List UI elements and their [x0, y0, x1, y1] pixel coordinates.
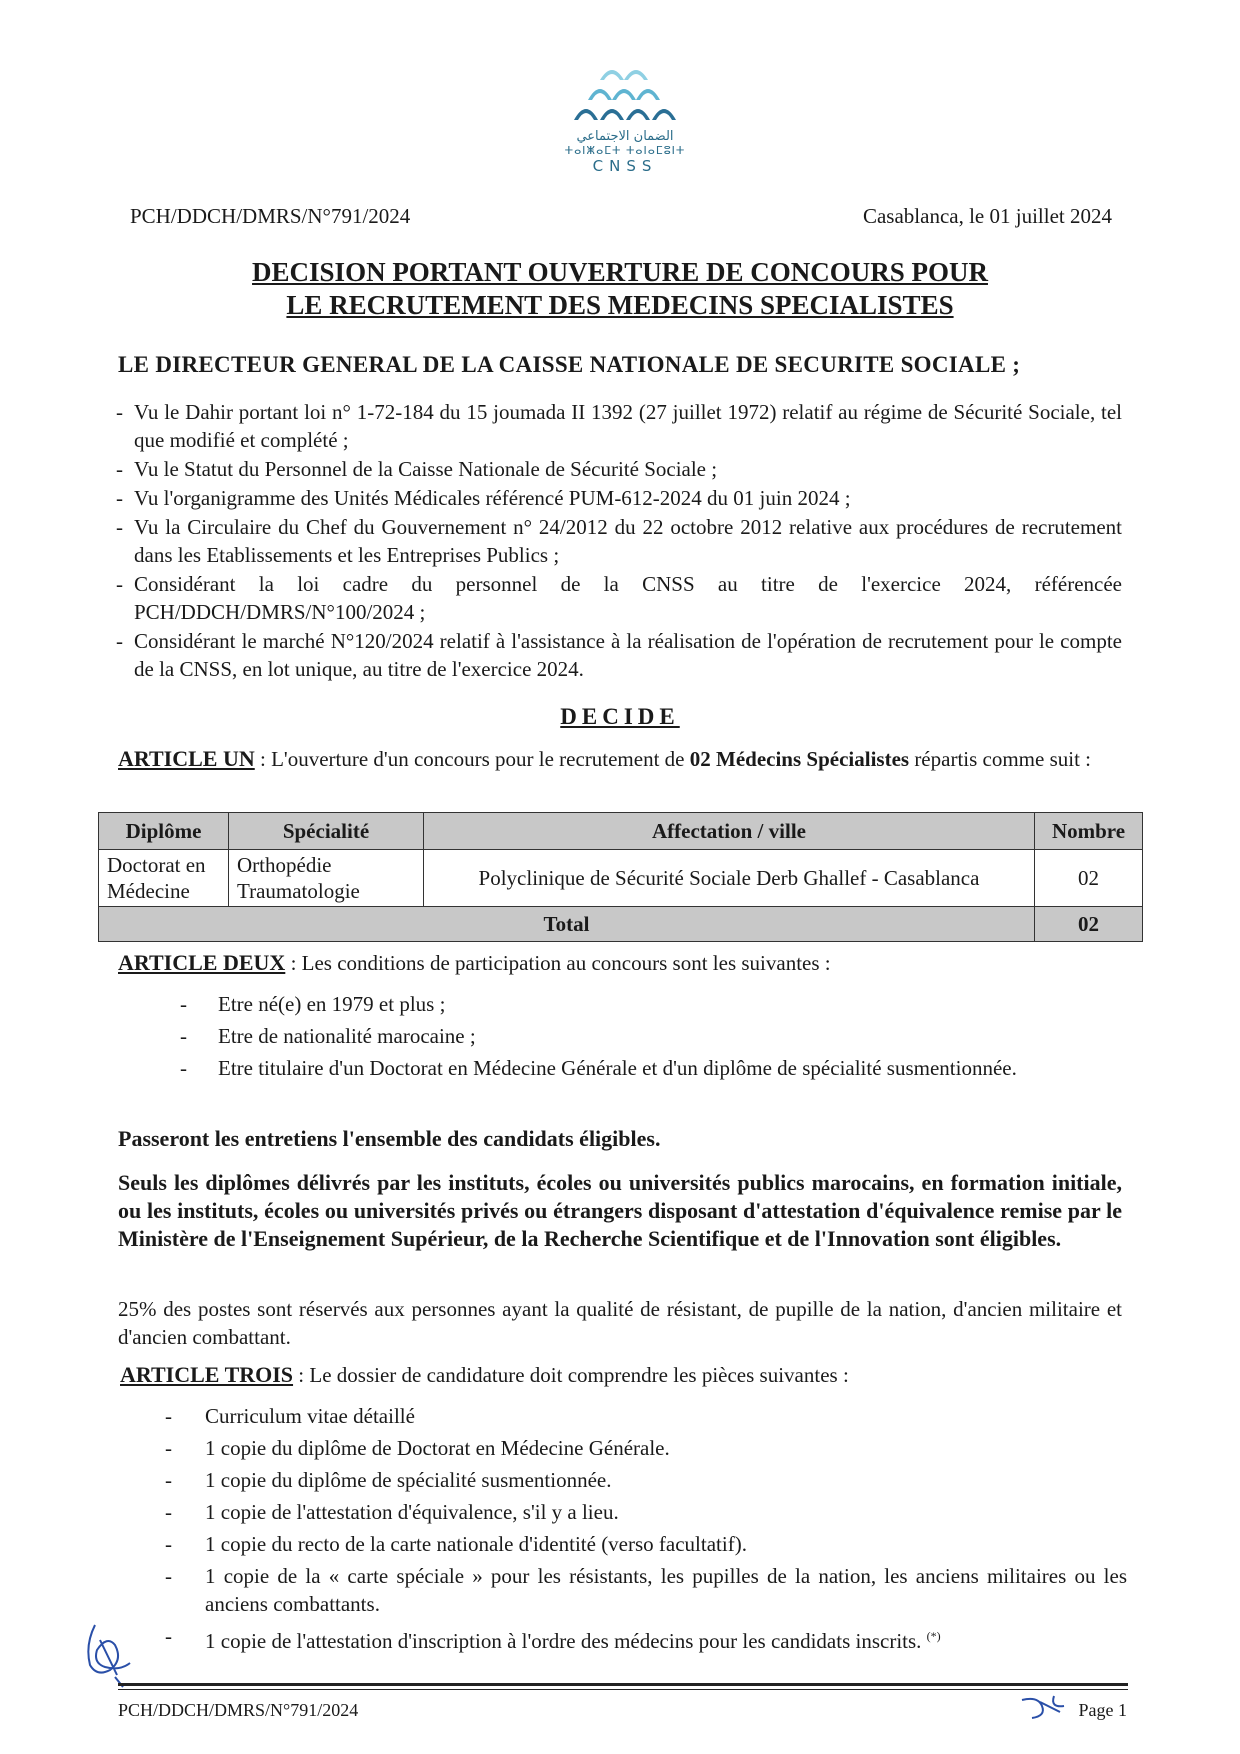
document-text: 1 copie de l'attestation d'inscription à l'ordre des médecins pour les candidats inscrits. — [205, 1629, 922, 1653]
document-text: 1 copie du recto de la carte nationale d'identité (verso facultatif). — [205, 1532, 747, 1556]
article-one-text-a: : L'ouverture d'un concours pour le recrutement de — [254, 747, 690, 771]
article-three-heading: ARTICLE TROIS — [120, 1362, 294, 1387]
quota-paragraph: 25% des postes sont réservés aux personnes ayant la qualité de résistant, de pupille de la nation, d'ancien militaire et d'ancien combattant. — [118, 1297, 1122, 1349]
logo-cnss-text: CNSS — [592, 157, 658, 175]
total-value: 02 — [1035, 907, 1143, 942]
table-total-row — [99, 907, 1143, 942]
consideration-item: - Vu l'organigramme des Unités Médicales référencé PUM-612-2024 du 01 juin 2024 ; — [116, 484, 1122, 512]
article-two — [118, 950, 831, 976]
document-text: 1 copie de l'attestation d'équivalence, s'il y a lieu. — [205, 1500, 619, 1524]
positions-table — [98, 812, 1143, 942]
article-three — [120, 1362, 849, 1388]
document-item: - 1 copie de l'attestation d'équivalence, s'il y a lieu. — [165, 1500, 619, 1524]
header-nombre: Nombre — [1035, 813, 1143, 850]
page-number: Page 1 — [1078, 1700, 1127, 1720]
cell-specialite: Orthopédie Traumatologie — [229, 850, 424, 907]
condition-item: - Etre titulaire d'un Doctorat en Médecine Générale et d'un diplôme de spécialité susmentionnée. — [180, 1056, 1017, 1080]
title-line-2: LE RECRUTEMENT DES MEDECINS SPECIALISTES — [286, 290, 954, 320]
condition-item: - Etre né(e) en 1979 et plus ; — [180, 992, 446, 1016]
document-item: - 1 copie de la « carte spéciale » pour les résistants, les pupilles de la nation, les anciens militaires ou les anciens combattants. — [165, 1564, 1127, 1616]
header-specialite: Spécialité — [229, 813, 424, 850]
footnote-mark: (*) — [926, 1629, 941, 1643]
initials-icon — [1020, 1692, 1075, 1722]
condition-text: Etre titulaire d'un Doctorat en Médecine Générale et d'un diplôme de spécialité susmentionnée. — [218, 1056, 1017, 1080]
footer-reference: PCH/DDCH/DMRS/N°791/2024 — [118, 1700, 359, 1720]
article-two-heading: ARTICLE DEUX — [118, 950, 286, 975]
cell-diplome: Doctorat en Médecine — [99, 850, 229, 907]
document-text: Curriculum vitae détaillé — [205, 1404, 415, 1428]
article-two-text: : Les conditions de participation au concours sont les suivantes : — [285, 951, 831, 975]
cnss-emblem-icon — [560, 58, 690, 128]
signature-icon — [75, 1615, 145, 1690]
condition-text: Etre de nationalité marocaine ; — [218, 1024, 476, 1048]
document-item: - 1 copie du diplôme de spécialité susmentionnée. — [165, 1468, 612, 1492]
cnss-logo — [555, 58, 695, 203]
consideration-item: - Considérant le marché N°120/2024 relatif à l'assistance à la réalisation de l'opération de recrutement pour le compte de la CNSS, en lot unique, au titre de l'exercice 2024. — [116, 627, 1122, 683]
total-label: Total — [99, 907, 1035, 942]
eligibility-paragraph: Seuls les diplômes délivrés par les instituts, écoles ou universités publics marocains, en formation initiale, ou les instituts, écoles ou universités privés ou étrangers disposant d'attestation d'équivalence remise par le Ministère de l'Enseignement Supérieur, de la Recherche Scientifique et de l'Innovation sont éligibles. — [118, 1170, 1122, 1251]
document-item: - 1 copie du diplôme de Doctorat en Médecine Générale. — [165, 1436, 670, 1460]
header-affectation: Affectation / ville — [424, 813, 1035, 850]
director-heading: LE DIRECTEUR GENERAL DE LA CAISSE NATIONALE DE SECURITE SOCIALE ; — [118, 352, 1021, 377]
consideration-item: - Vu le Dahir portant loi n° 1-72-184 du 15 joumada II 1392 (27 juillet 1972) relatif au régime de Sécurité Sociale, tel que modifié et complété ; — [116, 398, 1122, 454]
article-one-heading: ARTICLE UN — [118, 746, 255, 771]
consideration-item: - Vu le Statut du Personnel de la Caisse Nationale de Sécurité Sociale ; — [116, 455, 1122, 483]
document-title — [120, 256, 1120, 322]
title-line-1: DECISION PORTANT OUVERTURE DE CONCOURS POUR — [252, 257, 988, 287]
document-text: 1 copie du diplôme de spécialité susmentionnée. — [205, 1468, 612, 1492]
consideration-item: - Considérant la loi cadre du personnel de la CNSS au titre de l'exercice 2024, référencée PCH/DDCH/DMRS/N°100/2024 ; — [116, 570, 1122, 626]
condition-text: Etre né(e) en 1979 et plus ; — [218, 992, 446, 1016]
condition-item: - Etre de nationalité marocaine ; — [180, 1024, 476, 1048]
header-diplome: Diplôme — [99, 813, 229, 850]
footer-rule-thin — [118, 1689, 1128, 1690]
article-three-text: : Le dossier de candidature doit comprendre les pièces suivantes : — [293, 1363, 849, 1387]
document-text: 1 copie de la « carte spéciale » pour les résistants, les pupilles de la nation, les anciens militaires ou les anciens combattants. — [205, 1564, 1127, 1616]
decide-heading: DECIDE — [560, 704, 680, 729]
logo-tifinagh-text: ⵜⴰⵏⵥⴰⵎⵜ ⵜⴰⵏⴰⵎⵓⵏⵜ — [564, 144, 686, 157]
place-date: Casablanca, le 01 juillet 2024 — [862, 204, 1112, 228]
cell-affectation: Polyclinique de Sécurité Sociale Derb Ghallef - Casablanca — [424, 850, 1035, 907]
documents-list — [165, 1402, 1127, 1659]
article-one-text-b: répartis comme suit : — [909, 747, 1092, 771]
consideration-item: - Vu la Circulaire du Chef du Gouvernement n° 24/2012 du 22 octobre 2012 relative aux procédures de recrutement dans les Etablissements et les Entreprises Publics ; — [116, 513, 1122, 569]
cell-nombre: 02 — [1035, 850, 1143, 907]
interviews-paragraph: Passeront les entretiens l'ensemble des candidats éligibles. — [118, 1126, 661, 1151]
document-item: - 1 copie du recto de la carte nationale d'identité (verso facultatif). — [165, 1532, 747, 1556]
considerations-list — [116, 398, 1122, 684]
document-item: - 1 copie de l'attestation d'inscription à l'ordre des médecins pour les candidats inscrits. (*) — [165, 1624, 941, 1653]
table-row — [99, 850, 1143, 907]
conditions-list — [180, 990, 1126, 1086]
footer-rule — [118, 1683, 1128, 1686]
logo-arabic-text: الضمان الاجتماعي — [576, 129, 674, 144]
article-one-text-bold: 02 Médecins Spécialistes — [689, 747, 910, 771]
document-reference: PCH/DDCH/DMRS/N°791/2024 — [130, 204, 411, 228]
article-one — [118, 745, 1122, 773]
document-item: - Curriculum vitae détaillé — [165, 1404, 415, 1428]
document-text: 1 copie du diplôme de Doctorat en Médecine Générale. — [205, 1436, 670, 1460]
table-header-row — [99, 813, 1143, 850]
